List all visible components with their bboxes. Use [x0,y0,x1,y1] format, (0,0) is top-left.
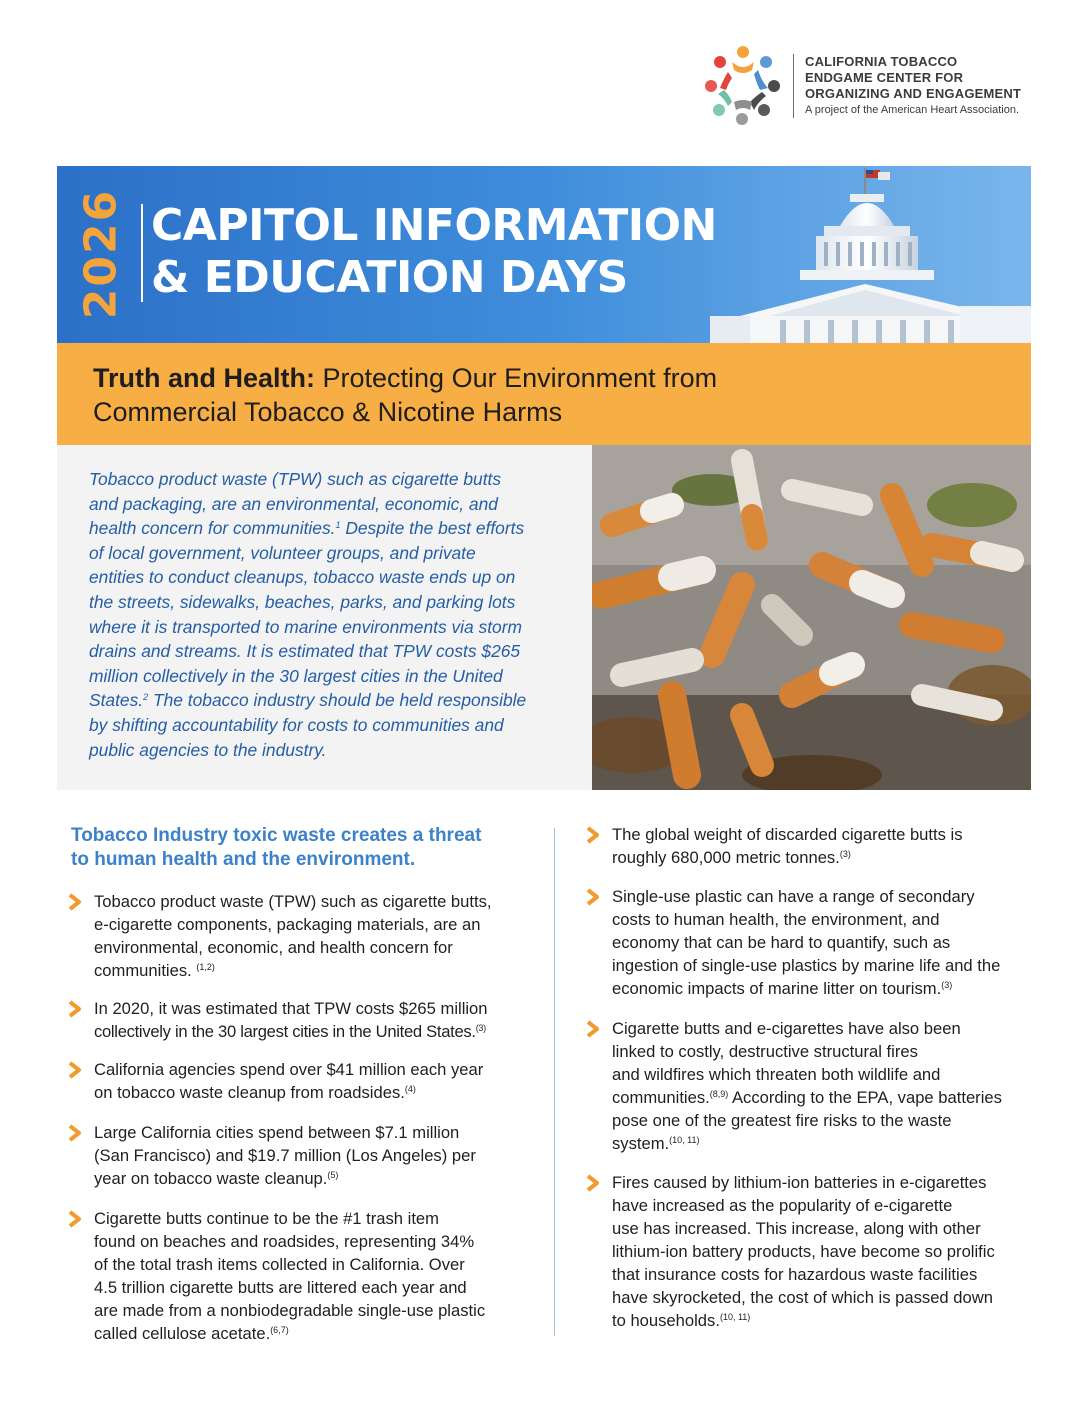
list-item: Fires caused by lithium-ion batteries in e-cigarettes have increased as the popularity of e-cigarette use has increased. This increase, along with other lithium-ion battery products, have become so prolific that insurance costs for hazardous waste facilities have skyrocketed, the cost of which is passed down to households.$^{(10, 11)}$ [612,1171,1052,1332]
banner-title-line-1: CAPITOL INFORMATION [151,200,717,251]
chevron-right-icon [586,888,600,906]
list-item: Cigarette butts continue to be the #1 trash item found on beaches and roadsides, representing 34% of the total trash items collected in California. Over 4.5 trillion cigarette butts are littered each year and are made from a nonbiodegradable single-use plastic called cellulose acetate.$^{(6,7)}$ [94,1207,534,1345]
subtitle [93,361,993,429]
chevron-right-icon [68,1210,82,1228]
chevron-right-icon [68,1061,82,1079]
subtitle-bold: Truth and Health: [93,363,315,393]
banner-title [151,200,717,304]
column-divider [554,828,555,1336]
list-item: California agencies spend over $41 million each year on tobacco waste cleanup from roadsides.$^{(4)}$ [94,1058,534,1104]
list-item: Tobacco product waste (TPW) such as cigarette butts, e-cigarette components, packaging materials, are an environmental, economic, and health concern for communities. $^{(1,2)}$ [94,890,534,982]
section-heading: Tobacco Industry toxic waste creates a threat to human health and the environment. [71,825,482,870]
cigarette-butts-photo [592,445,1031,790]
banner-divider [141,204,143,302]
org-line-1: CALIFORNIA TOBACCO [805,54,958,69]
chevron-right-icon [586,1020,600,1038]
subtitle-line-1: Protecting Our Environment from [315,363,718,393]
chevron-right-icon [586,1174,600,1192]
chevron-right-icon [68,1000,82,1018]
intro-text: Tobacco product waste (TPW) such as cigarette butts and packaging, are an environmental, economic, and health concern for communities.$^1$ Despite the best efforts of local government, volunteer groups, and private entities to conduct cleanups, tobacco waste ends up on the streets, sidewalks, beaches, parks, and parking lots where it is transported to marine environments via storm drains and streams. It is estimated that TPW costs $265 million collectively in the 30 largest cities in the United States.$^2$ The tobacco industry should be held responsible by shifting accountability for costs to communities and public agencies to the industry. [89,469,527,760]
list-item: In 2020, it was estimated that TPW costs $265 million collectively in the 30 largest cities in the United States.$^{(3)}$ [94,997,534,1043]
organization-name [805,54,1021,117]
org-line-2: ENDGAME CENTER FOR [805,70,964,85]
banner-title-line-2: & EDUCATION DAYS [151,252,628,303]
year-label: 2026 [75,188,127,320]
org-tagline: A project of the American Heart Association. [805,104,1020,116]
capitol-dome-image [700,166,1031,343]
organization-logo [702,44,784,126]
subtitle-line-2: Commercial Tobacco & Nicotine Harms [93,397,563,427]
list-item: The global weight of discarded cigarette butts is roughly 680,000 metric tonnes.$^{(3)}$ [612,823,1052,869]
logo-divider [793,54,794,118]
chevron-right-icon [586,826,600,844]
chevron-right-icon [68,1124,82,1142]
list-item: Single-use plastic can have a range of secondary costs to human health, the environment, and economy that can be hard to quantify, such as ingestion of single-use plastics by marine life and the economic impacts of marine litter on tourism.$^{(3)}$ [612,885,1052,1000]
chevron-right-icon [68,893,82,911]
list-item: Large California cities spend between $7.1 million (San Francisco) and $19.7 million (Los Angeles) per year on tobacco waste cleanup.$^{(5)}$ [94,1121,534,1190]
list-item: Cigarette butts and e-cigarettes have also been linked to costly, destructive structural fires and wildfires which threaten both wildlife and communities.$^{(8,9)}$ According to the EPA, vape batteries pose one of the greatest fire risks to the waste system.$^{(10, 11)}$ [612,1017,1052,1155]
org-line-3: ORGANIZING AND ENGAGEMENT [805,86,1022,101]
